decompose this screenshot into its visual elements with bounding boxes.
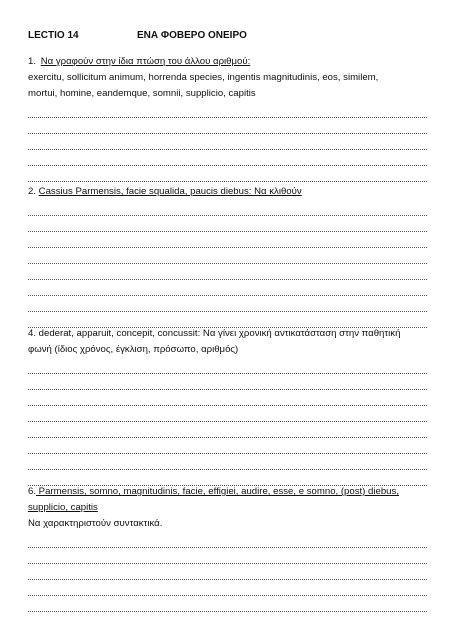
answer-line[interactable] bbox=[28, 200, 427, 216]
answer-line[interactable] bbox=[28, 134, 427, 150]
answer-line[interactable] bbox=[28, 216, 427, 232]
answer-line[interactable] bbox=[28, 280, 427, 296]
answer-area-2 bbox=[28, 200, 427, 328]
answer-line[interactable] bbox=[28, 406, 427, 422]
answer-line[interactable] bbox=[28, 580, 427, 596]
page-title: ΕΝΑ ΦΟΒΕΡΟ ΟΝΕΙΡΟ bbox=[137, 30, 247, 41]
answer-line[interactable] bbox=[28, 264, 427, 280]
answer-line[interactable] bbox=[28, 166, 427, 182]
question-4-line-2: φωνή (ίδιος χρόνος, έγκλιση, πρόσωπο, αριθμός) bbox=[28, 344, 239, 355]
answer-line[interactable] bbox=[28, 118, 427, 134]
answer-line[interactable] bbox=[28, 102, 427, 118]
question-6-words-line-2: supplicio, capitis bbox=[28, 502, 98, 513]
answer-line[interactable] bbox=[28, 150, 427, 166]
answer-area-4 bbox=[28, 358, 427, 486]
question-2-prefix: 2. bbox=[28, 186, 39, 197]
question-1-heading bbox=[28, 54, 427, 70]
question-2 bbox=[28, 184, 427, 328]
question-6-words-line-2-wrap bbox=[28, 500, 427, 516]
answer-line[interactable] bbox=[28, 564, 427, 580]
answer-line[interactable] bbox=[28, 390, 427, 406]
question-4-line-1: 4. dederat, apparuit, concepit, concussit: Να γίνει χρονική αντικατάσταση στην παθητική bbox=[28, 328, 401, 339]
question-1 bbox=[28, 54, 427, 182]
question-6-number: 6. bbox=[28, 486, 37, 497]
lesson-label: LECTIO 14 bbox=[28, 30, 79, 41]
answer-line[interactable] bbox=[28, 596, 427, 612]
answer-line[interactable] bbox=[28, 548, 427, 564]
question-4 bbox=[28, 326, 427, 486]
question-6 bbox=[28, 484, 427, 612]
answer-line[interactable] bbox=[28, 248, 427, 264]
question-2-heading bbox=[28, 184, 427, 200]
question-1-instruction: Να γραφούν στην ίδια πτώση του άλλου αριθμού: bbox=[40, 56, 251, 67]
question-6-words-line-1: Parmensis, somno, magnitudinis, facie, effigiei, audire, esse, e somno, (post) diebus, bbox=[36, 486, 399, 497]
question-6-heading bbox=[28, 484, 427, 500]
question-1-words-line-2: mortui, homine, eandemque, somnii, supplicio, capitis bbox=[28, 88, 256, 99]
answer-line[interactable] bbox=[28, 532, 427, 548]
question-6-instruction: Να χαρακτηριστούν συντακτικά. bbox=[28, 518, 163, 529]
question-2-text: Cassius Parmensis, facie squalida, paucis diebus: Να κλιθούν bbox=[38, 186, 302, 197]
answer-line[interactable] bbox=[28, 438, 427, 454]
answer-line[interactable] bbox=[28, 358, 427, 374]
answer-line[interactable] bbox=[28, 422, 427, 438]
answer-line[interactable] bbox=[28, 454, 427, 470]
answer-line[interactable] bbox=[28, 374, 427, 390]
question-1-number: 1. bbox=[28, 56, 37, 67]
answer-line[interactable] bbox=[28, 232, 427, 248]
question-1-words-line-1: exercitu, sollicitum animum, horrenda species, ingentis magnitudinis, eos, similem, bbox=[28, 72, 379, 83]
answer-area-6 bbox=[28, 532, 427, 612]
answer-area-1 bbox=[28, 102, 427, 182]
answer-line[interactable] bbox=[28, 296, 427, 312]
